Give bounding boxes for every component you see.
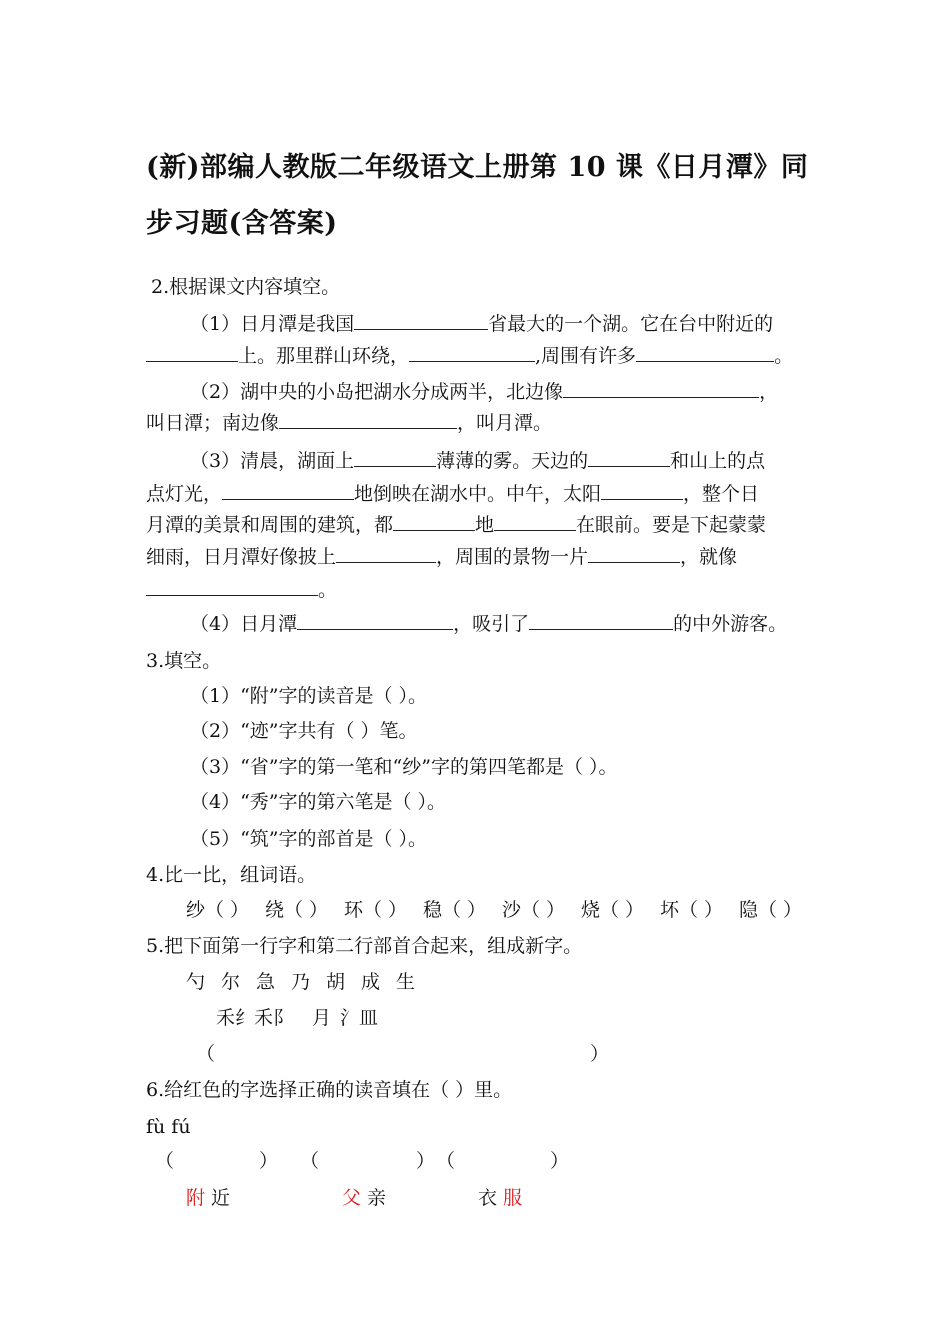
fill-blank[interactable]	[529, 611, 673, 630]
answer-paren-3-close: ）	[550, 1150, 570, 1172]
q5-heading: 5.把下面第一行字和第二行部首合起来，组成新字。	[146, 935, 583, 957]
q3-item-1: （1）“附”字的读音是（ ）。	[190, 685, 428, 707]
q5-row2: 禾纟禾阝 月 氵皿	[216, 1007, 379, 1029]
title-line-2: 步习题(含答案)	[146, 208, 338, 239]
q5-row1: 勺 尔 急 乃 胡 成 生	[186, 971, 416, 993]
fill-blank[interactable]	[279, 410, 457, 429]
fill-blank[interactable]	[146, 577, 318, 596]
fill-blank[interactable]	[563, 379, 759, 398]
q2-p2-line1: （2）湖中央的小岛把湖水分成两半，北边像 ，	[190, 381, 779, 403]
q2-p3-line5: 。	[146, 577, 337, 603]
q4-word: 环（ ）	[344, 899, 408, 921]
q4-word: 纱（ ）	[186, 899, 250, 921]
q2-p3-line4: 细雨，日月潭好像披上 ，周围的景物一片 ，就像	[146, 546, 738, 568]
q3-item-2: （2）“迹”字共有（ ）笔。	[190, 720, 418, 742]
q3-item-4: （4）“秀”字的第六笔是（ ）。	[190, 791, 447, 813]
q4-word: 绕（ ）	[265, 899, 329, 921]
q4-heading: 4.比一比，组词语。	[146, 864, 317, 886]
q2-p2-line2: 叫日潭；南边像 ，叫月潭。	[146, 412, 553, 434]
q4-word: 烧（ ）	[581, 899, 645, 921]
fill-blank[interactable]	[393, 512, 475, 531]
q2-p3-line2: 点灯光， 地倒映在湖水中。中午，太阳 ，整个日	[146, 483, 760, 505]
fill-blank[interactable]	[409, 343, 535, 362]
q5-answer-close-paren: ）	[590, 1043, 610, 1065]
q4-word-row	[186, 897, 802, 923]
fill-blank[interactable]	[354, 448, 436, 467]
q4-word: 坏（ ）	[660, 899, 724, 921]
q5-answer-open-paren: （	[196, 1043, 216, 1065]
q4-word: 沙（ ）	[502, 899, 566, 921]
red-character: 父	[342, 1187, 362, 1209]
fill-blank[interactable]	[601, 481, 683, 500]
q6-heading: 6.给红色的字选择正确的读音填在（ ）里。	[146, 1079, 513, 1101]
fill-blank[interactable]	[336, 544, 436, 563]
q3-heading: 3.填空。	[146, 650, 222, 672]
q6-word-3: 衣 服	[478, 1187, 523, 1209]
fill-blank[interactable]	[222, 481, 354, 500]
red-character: 服	[503, 1187, 523, 1209]
q2-p1-line2: 上。那里群山环绕， ,周围有许多 。	[146, 343, 793, 369]
page-title	[146, 140, 816, 252]
answer-paren-2-open: （	[300, 1150, 320, 1172]
fill-blank[interactable]	[354, 311, 488, 330]
q2-p3-line1: （3）清晨，湖面上 薄薄的雾。天边的 和山上的点	[190, 450, 766, 472]
q2-heading: 2.根据课文内容填空。	[151, 276, 341, 298]
answer-paren-1-close: ）	[259, 1150, 279, 1172]
q2-p1-line1: （1）日月潭是我国 省最大的一个湖。它在台中附近的	[190, 313, 774, 335]
answer-paren-1-open: （	[155, 1150, 175, 1172]
answer-paren-2-close: ）	[416, 1150, 436, 1172]
q6-word-1: 附 近	[186, 1187, 231, 1209]
fill-blank[interactable]	[636, 343, 774, 362]
fill-blank[interactable]	[297, 611, 453, 630]
q6-pinyin-options: fù fú	[146, 1116, 191, 1138]
q3-item-5: （5）“筑”字的部首是（ ）。	[190, 828, 428, 850]
fill-blank[interactable]	[494, 512, 576, 531]
title-line-1: (新)部编人教版二年级语文上册第 10 课《日月潭》同	[146, 152, 809, 183]
fill-blank[interactable]	[588, 448, 670, 467]
q3-item-3: （3）“省”字的第一笔和“纱”字的第四笔都是（ ）。	[190, 756, 618, 778]
q4-word: 稳（ ）	[423, 899, 487, 921]
fill-blank[interactable]	[146, 343, 238, 362]
q4-word: 隐（ ）	[739, 899, 803, 921]
fill-blank[interactable]	[588, 544, 680, 563]
red-character: 附	[186, 1187, 206, 1209]
answer-paren-3-open: （	[436, 1150, 456, 1172]
q2-p3-line3: 月潭的美景和周围的建筑，都 地 在眼前。要是下起蒙蒙	[146, 514, 767, 536]
q2-p4-line1: （4）日月潭 ，吸引了 的中外游客。	[190, 613, 788, 635]
q6-word-2: 父 亲	[342, 1187, 387, 1209]
